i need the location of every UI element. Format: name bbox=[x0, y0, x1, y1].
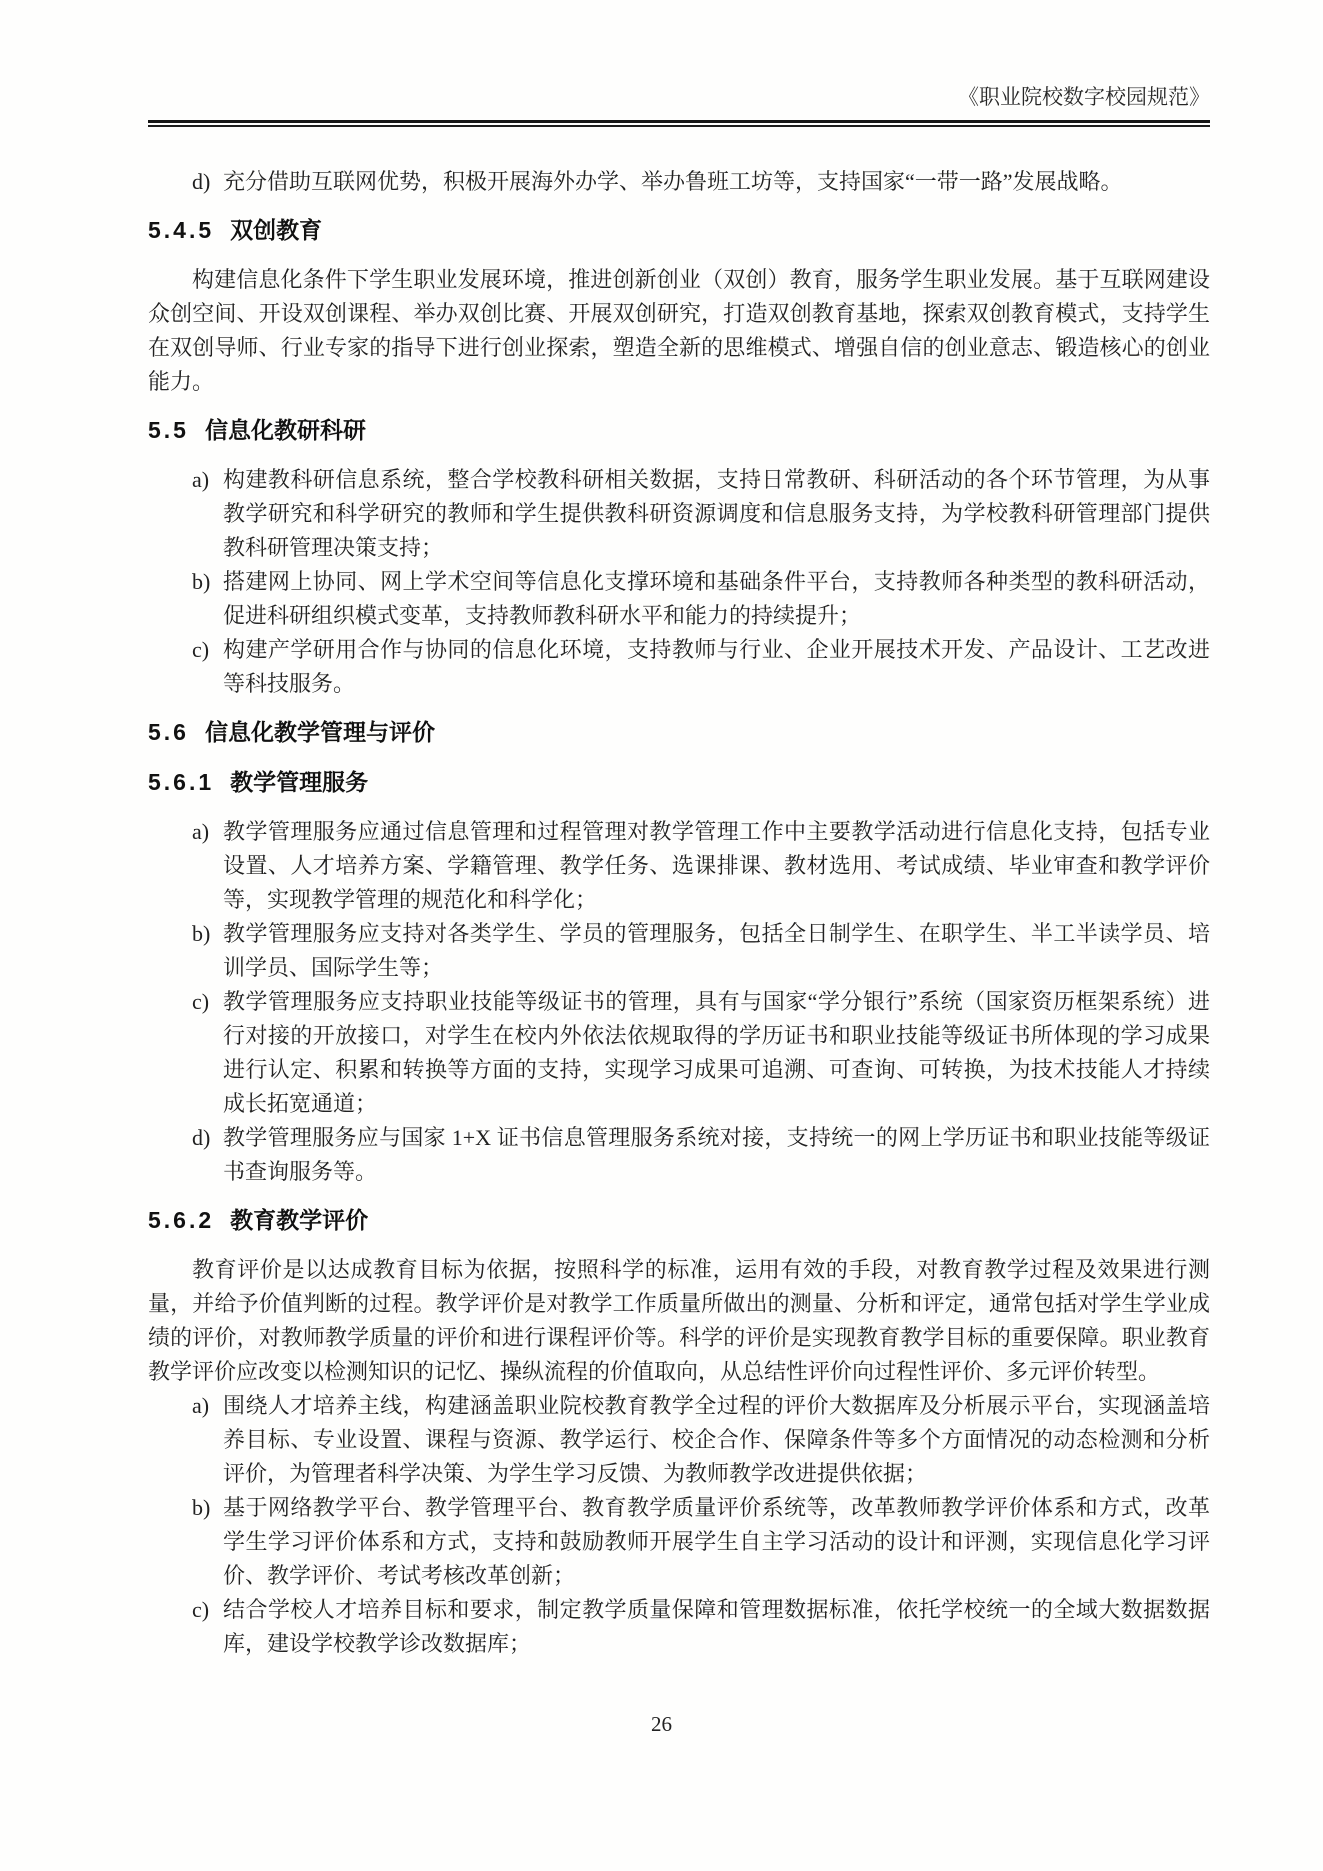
list-item bbox=[148, 463, 1210, 565]
section-heading bbox=[148, 413, 1210, 447]
header-rule bbox=[148, 120, 1210, 127]
section-title: 信息化教研科研 bbox=[204, 417, 366, 443]
section-heading bbox=[148, 213, 1210, 247]
list-item-text: 教学管理服务应支持对各类学生、学员的管理服务，包括全日制学生、在职学生、半工半读学员、培训学员、国际学生等； bbox=[223, 921, 1210, 980]
section-number: 5.6.2 bbox=[148, 1207, 215, 1233]
list-item-marker: a) bbox=[192, 819, 210, 844]
list-item-text: 基于网络教学平台、教学管理平台、教育教学质量评价系统等，改革教师教学评价体系和方式，改革学生学习评价体系和方式，支持和鼓励教师开展学生自主学习活动的设计和评测，实现信息化学习评价、教学评价、考试考核改革创新； bbox=[223, 1495, 1210, 1588]
body-paragraph: 教育评价是以达成教育目标为依据，按照科学的标准，运用有效的手段，对教育教学过程及效果进行测量，并给予价值判断的过程。教学评价是对教学工作质量所做出的测量、分析和评定，通常包括对学生学业成绩的评价，对教师教学质量的评价和进行课程评价等。科学的评价是实现教育教学目标的重要保障。职业教育教学评价应改变以检测知识的记忆、操纵流程的价值取向，从总结性评价向过程性评价、多元评价转型。 bbox=[148, 1257, 1210, 1384]
list-item-text: 教学管理服务应支持职业技能等级证书的管理，具有与国家“学分银行”系统（国家资历框架系统）进行对接的开放接口，对学生在校内外依法依规取得的学历证书和职业技能等级证书所体现的学习成果进行认定、积累和转换等方面的支持，实现学习成果可追溯、可查询、可转换，为技术技能人才持续成长拓宽通道； bbox=[223, 989, 1210, 1116]
list-item-text: 构建产学研用合作与协同的信息化环境，支持教师与行业、企业开展技术开发、产品设计、工艺改进等科技服务。 bbox=[223, 637, 1210, 696]
list-item-text: 教学管理服务应通过信息管理和过程管理对教学管理工作中主要教学活动进行信息化支持，包括专业设置、人才培养方案、学籍管理、教学任务、选课排课、教材选用、考试成绩、毕业审查和教学评价等，实现教学管理的规范化和科学化； bbox=[223, 819, 1210, 912]
list-item-marker: b) bbox=[192, 1495, 211, 1520]
list-item bbox=[148, 1389, 1210, 1491]
list-item-text: 充分借助互联网优势，积极开展海外办学、举办鲁班工坊等，支持国家“一带一路”发展战略。 bbox=[223, 169, 1123, 194]
section-title: 教育教学评价 bbox=[230, 1207, 369, 1233]
body-paragraph: 构建信息化条件下学生职业发展环境，推进创新创业（双创）教育，服务学生职业发展。基于互联网建设众创空间、开设双创课程、举办双创比赛、开展双创研究，打造双创教育基地，探索双创教育模式，支持学生在双创导师、行业专家的指导下进行创业探索，塑造全新的思维模式、增强自信的创业意志、锻造核心的创业能力。 bbox=[148, 267, 1210, 394]
document-content bbox=[148, 0, 1210, 1661]
section-heading bbox=[148, 765, 1210, 799]
section-title: 双创教育 bbox=[230, 217, 323, 243]
section-title: 教学管理服务 bbox=[230, 769, 369, 795]
section-title: 信息化教学管理与评价 bbox=[204, 719, 435, 745]
list-item-text: 构建教科研信息系统，整合学校教科研相关数据，支持日常教研、科研活动的各个环节管理，为从事教学研究和科学研究的教师和学生提供教科研资源调度和信息服务支持，为学校教科研管理部门提供教科研管理决策支持； bbox=[223, 467, 1210, 560]
section-number: 5.6 bbox=[148, 719, 189, 745]
document-body bbox=[148, 165, 1210, 1661]
list-item bbox=[148, 985, 1210, 1121]
list-item-marker: d) bbox=[192, 1125, 211, 1150]
list-item-marker: d) bbox=[192, 169, 211, 194]
list-item bbox=[148, 565, 1210, 633]
list-item-text: 搭建网上协同、网上学术空间等信息化支撑环境和基础条件平台，支持教师各种类型的教科研活动，促进科研组织模式变革，支持教师教科研水平和能力的持续提升； bbox=[223, 569, 1210, 628]
running-header: 《职业院校数字校园规范》 bbox=[958, 85, 1210, 109]
list-item bbox=[148, 815, 1210, 917]
section-heading bbox=[148, 715, 1210, 749]
section-number: 5.5 bbox=[148, 417, 189, 443]
list-item-marker: a) bbox=[192, 467, 210, 492]
list-item-marker: b) bbox=[192, 921, 211, 946]
list-item-marker: c) bbox=[192, 1597, 210, 1622]
section-heading bbox=[148, 1203, 1210, 1237]
list-item-text: 围绕人才培养主线，构建涵盖职业院校教育教学全过程的评价大数据库及分析展示平台，实现涵盖培养目标、专业设置、课程与资源、教学运行、校企合作、保障条件等多个方面情况的动态检测和分析评价，为管理者科学决策、为学生学习反馈、为教师教学改进提供依据； bbox=[223, 1393, 1210, 1486]
section-number: 5.4.5 bbox=[148, 217, 215, 243]
list-item bbox=[148, 1593, 1210, 1661]
list-item bbox=[148, 1121, 1210, 1189]
page-number: 26 bbox=[651, 1712, 672, 1736]
list-item-marker: c) bbox=[192, 989, 210, 1014]
list-item bbox=[148, 1491, 1210, 1593]
list-item-text: 结合学校人才培养目标和要求，制定教学质量保障和管理数据标准，依托学校统一的全域大数据数据库，建设学校教学诊改数据库； bbox=[223, 1597, 1210, 1656]
list-item bbox=[148, 165, 1210, 199]
list-item bbox=[148, 633, 1210, 701]
section-number: 5.6.1 bbox=[148, 769, 215, 795]
list-item-text: 教学管理服务应与国家 1+X 证书信息管理服务系统对接，支持统一的网上学历证书和职业技能等级证书查询服务等。 bbox=[223, 1125, 1210, 1184]
list-item-marker: b) bbox=[192, 569, 211, 594]
list-item-marker: c) bbox=[192, 637, 210, 662]
list-item bbox=[148, 917, 1210, 985]
list-item-marker: a) bbox=[192, 1393, 210, 1418]
